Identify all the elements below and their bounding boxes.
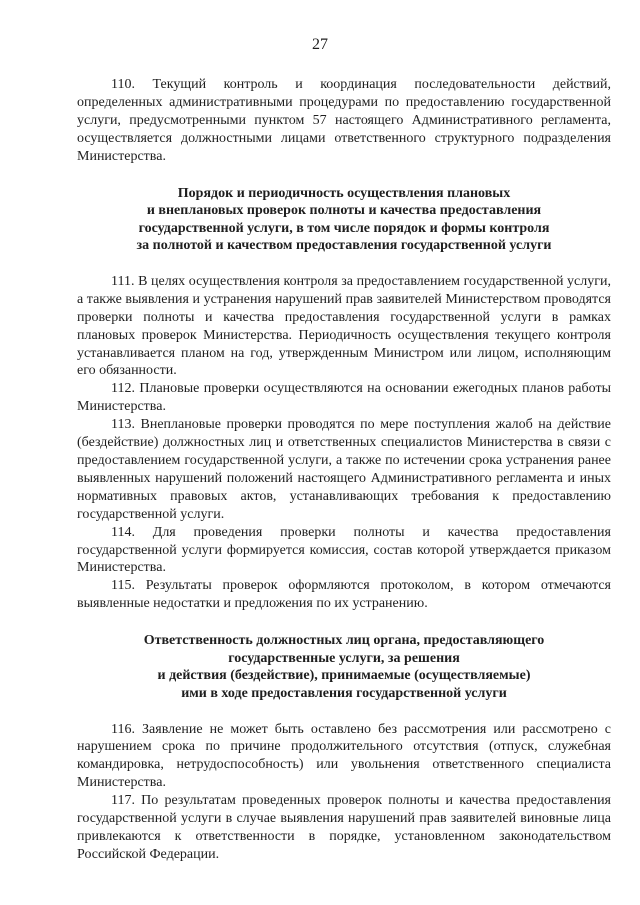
page-number: 27 [312,36,328,53]
paragraph-116: 116. Заявление не может быть оставлено без рассмотрения или рассмотрено с нарушением срока по причине продолжительного отсутствия (отпуск, служебная командировка, нетрудоспособность) или увольнения ответственного специалиста Министерства. [77,721,611,791]
paragraph-114: 114. Для проведения проверки полноты и качества предоставления государственной услуги формируется комиссия, состав которой утверждается приказом Министерства. [77,524,611,576]
heading-line: за полнотой и качеством предоставления государственной услуги [136,238,552,254]
paragraph-110: 110. Текущий контроль и координация последовательности действий, определенных административными процедурами по предоставлению государственной услуги, предусмотренными пунктом 57 настоящего Административного регламента, осуществляется должностными лицами ответственного структурного подразделения Министерства. [77,77,611,164]
heading-line: Порядок и периодичность осуществления плановых [177,185,511,201]
section-heading-inspections [77,185,611,255]
paragraph-115: 115. Результаты проверок оформляются протоколом, в котором отмечаются выявленные недостатки и предложения по их устранению. [77,578,611,612]
heading-line: и внеплановых проверок полноты и качества предоставления [146,203,542,219]
heading-line: Ответственность должностных лиц органа, предоставляющего [143,633,545,649]
section-heading-responsibility [77,632,611,702]
document-body [77,76,611,864]
paragraph-111: 111. В целях осуществления контроля за предоставлением государственной услуги, а также выявления и устранения нарушений прав заявителей Министерством проводятся проверки полноты и качества предоставления государственной услуги в рамках плановых проверок Министерства. Периодичность осуществления текущего контроля устанавливается планом на год, утвержденным Министром или лицом, исполняющим его обязанности. [77,273,611,379]
heading-line: государственные услуги, за решения [228,650,460,666]
heading-line: государственной услуги, в том числе порядок и формы контроля [138,220,550,236]
paragraph-112: 112. Плановые проверки осуществляются на основании ежегодных планов работы Министерства. [77,381,611,415]
heading-line: ими в ходе предоставления государственной услуги [181,685,507,701]
paragraph-117: 117. По результатам проведенных проверок полноты и качества предоставления государственной услуги в случае выявления нарушений прав заявителей виновные лица привлекаются к ответственности в порядке, установленном законодательством Российской Федерации. [77,793,611,862]
paragraph-113: 113. Внеплановые проверки проводятся по мере поступления жалоб на действие (бездействие) должностных лиц и ответственных специалистов Министерства в связи с предоставлением государственной услуги, а также по истечении срока устранения ранее выявленных нарушений положений настоящего Административного регламента и иных нормативных правовых актов, устанавливающих требования к предоставлению государственной услуги. [77,417,611,522]
heading-line: и действия (бездействие), принимаемые (осуществляемые) [157,668,531,684]
